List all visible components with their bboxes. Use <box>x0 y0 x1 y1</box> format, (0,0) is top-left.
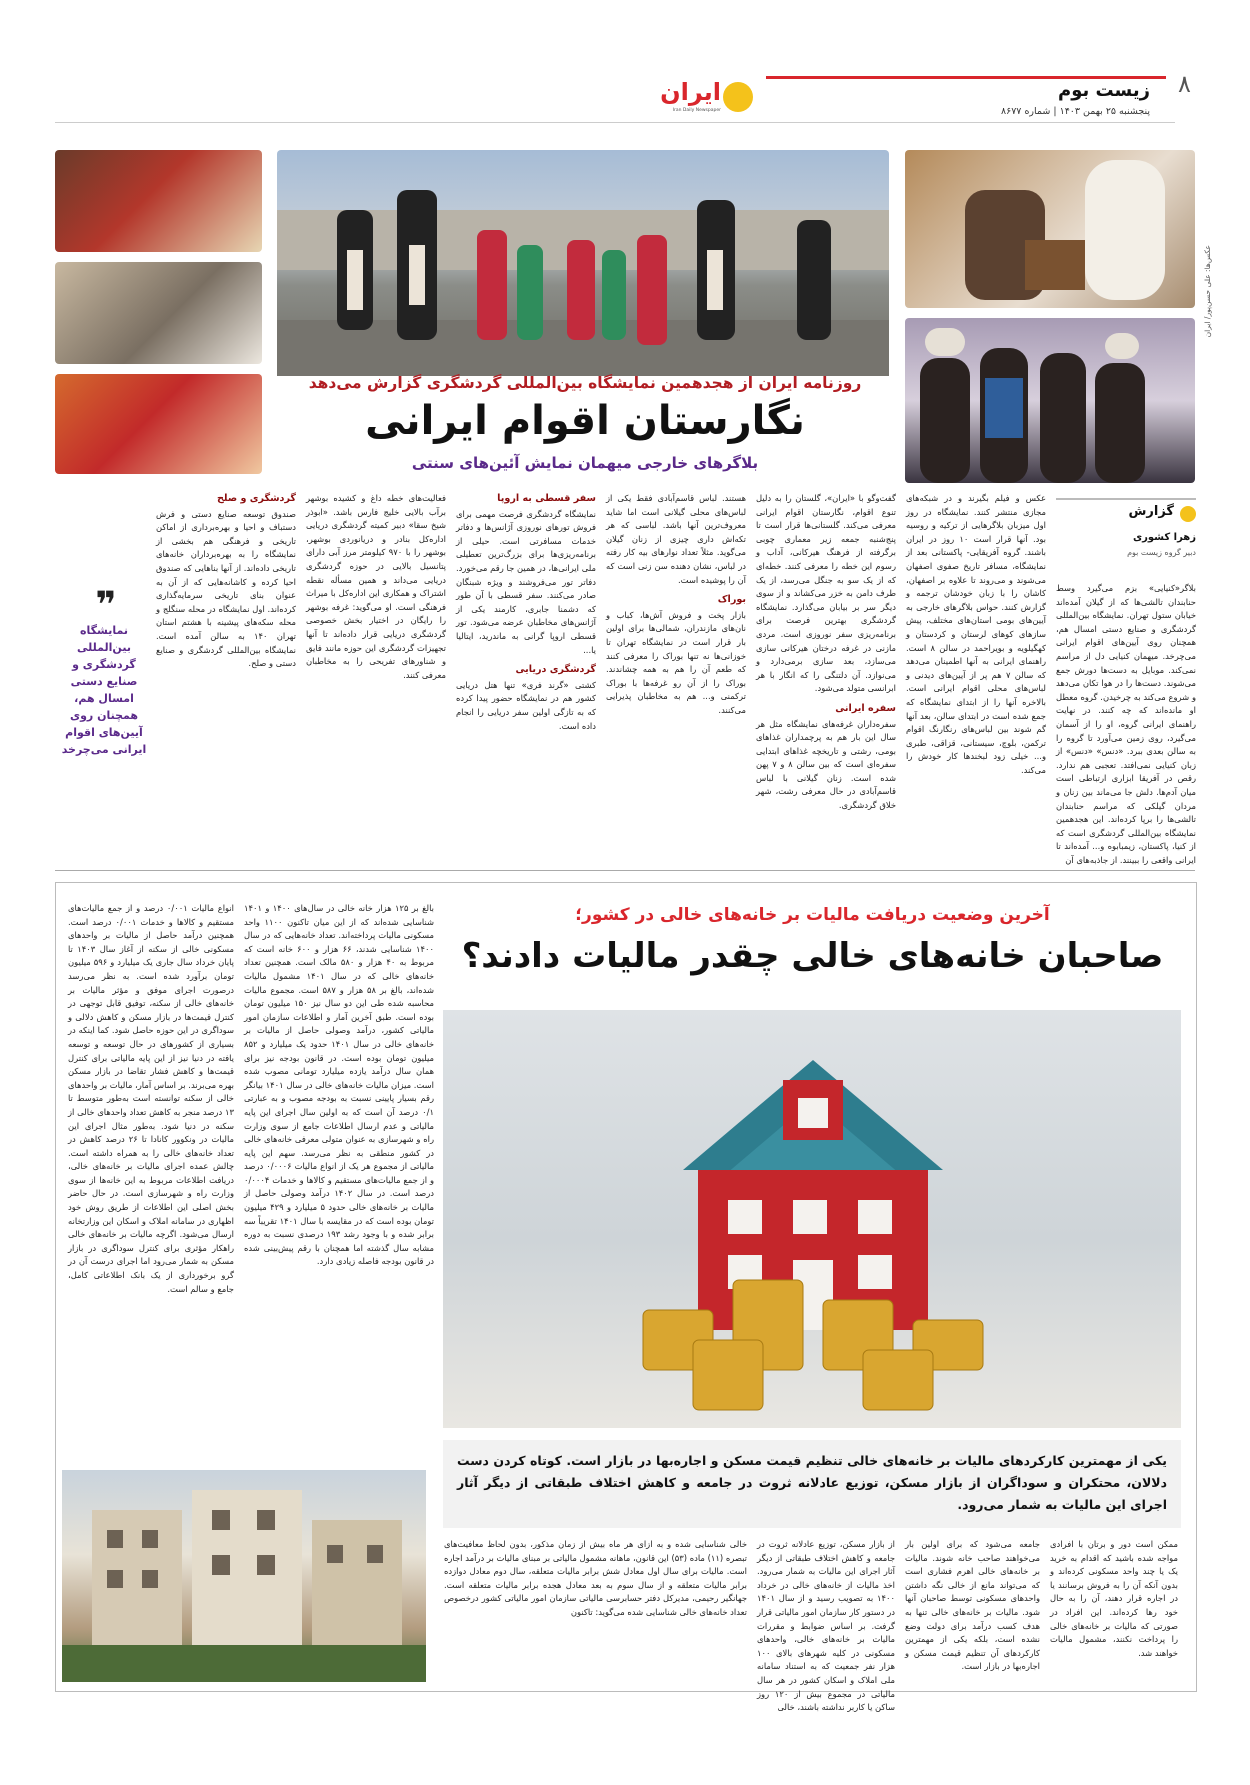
bottom-lead-box <box>443 1440 1181 1528</box>
report-label-box <box>1056 498 1196 524</box>
photo-buildings <box>62 1470 426 1682</box>
top-column-3 <box>756 492 896 844</box>
author-name: زهرا کشوری <box>1132 532 1196 543</box>
logo-text: ایران <box>660 78 721 106</box>
top-column-7 <box>156 492 296 844</box>
bottom-left-column-2: انواع مالیات ۰/۰۰۱ درصد و از جمع مالیات‌های مستقیم و کالاها و خدمات ۰/۰۰۱ درصد است. همچنین درآمد حاصل از مالیات بر واحدهای مسکونی خالی از سکنه از آغاز سال ۱۴۰۳ تا پایان خرداد سال جاری یک میلیارد و ۵۹۶ میلیون تومان برآورد شده است. به نظر می‌رسد درصورت اجرای موفق و مؤثر مالیات بر خانه‌های خالی از سکنه، توفیق قابل توجهی در کنترل قیمت‌ها در بازار مسکن و کاهش دلالی و سوداگری در این حوزه حاصل شود. کما اینکه در بسیاری از کشورهای در حال توسعه و توسعه یافته در دنیا نیز از این پایه مالیاتی برای کنترل قیمت‌ها و کاهش فشار تقاضا در بازار مسکن بهره می‌برند. بر اساس آمار، مالیات بر واحدهای خالی از سکنه توانسته است به‌طور متوسط تا ۱۳ درصد منجر به کاهش تعداد واحدهای خالی از سکنه در دنیا شود. به‌طور مثال اجرای این مالیات در ونکوور کانادا تا ۲۶ درصد کاهش در تعداد خانه‌های خالی را به همراه داشته است. چالش عمده اجرای مالیات بر خانه‌های خالی، دریافت اطلاعات مربوط به این خانه‌ها از سوی وزارت راه و شهرسازی است. در حال حاضر بخش اصلی این اطلاعات از طریق روش خود اظهاری در سامانه املاک و اسکان این وزارتخانه ارسال می‌شود. اگرچه مالیات بر خانه‌های خالی راهکار مؤثری برای کنترل سوداگری در بازار مسکن به شمار می‌رود اما اجرای درست آن در گرو برخورداری از یک بانک اطلاعاتی کامل، جامع و سالم است. <box>68 903 235 1294</box>
column-text: بلاگر«کنیایی» بزم می‌گیرد وسط حنابندان تالشی‌ها که از گیلان آمده‌اند خیابان ستول تهران. نمایشگاه بین‌المللی گردشگری و صنایع دستی امسال هم، همچنان روی آیین‌های اقوام ایرانی می‌چرخد. میهمان کنیایی دل از مراسم نمی‌کند. موبایل به دست‌ها دورش جمع می‌شوند. دست‌ها را در هوا تکان می‌دهد و شروع می‌کند به چرخیدن. گروه معطل او مانده‌اند که چه کنند. در نهایت راهنمای ایرانی گروه، او را از آسمان می‌گیرد، روی زمین می‌آورد تا گروه را به سالن بعدی ببرد. «دنس» «دنس» از زبان کنیایی نمی‌افتد. تعجبی هم ندارد. رقص در آفریقا ابزاری ارتباطی است میان آدم‌ها. دلش جا می‌ماند بین زنان و مردان گیلکی که مراسم حنابندان تالشی‌ها را برپا کرده‌اند. این هجدهمین نمایشگاه بین‌المللی گردشگری است که از کنیا، پاکستان، زیمبابوه و... آمده‌اند تا ایرانی واقعی را ببینند. از جاذبه‌های آن <box>1056 583 1196 865</box>
top-column-4 <box>606 492 746 844</box>
subhead-marine: گردشگری دریایی <box>515 664 596 676</box>
subhead-sofreh: سفره ایرانی <box>835 702 896 714</box>
buildings-illustration <box>62 1470 426 1682</box>
bottom-column-c: از بازار مسکن، توزیع عادلانه ثروت در جامعه و کاهش اختلاف طبقاتی از دیگر آثار اجرای این مالیات به شمار می‌رود. اخذ مالیات از خانه‌های خالی در خرداد ۱۴۰۰ به تصویب رسید و از سال ۱۴۰۱ در دستور کار سازمان امور مالیاتی قرار گرفت. بر اساس ضوابط و مقررات مالیات بر خانه‌های خالی، واحدهای مسکونی در کلیه شهرهای بالای ۱۰۰ هزار نفر جمعیت که به استناد سامانه ملی املاک و اسکان کشور در هر سال مالیاتی در مجموع بیش از ۱۲۰ روز ساکن یا کاربر نداشته باشند، خالی <box>757 1539 896 1713</box>
column-text: گفت‌وگو با «ایران»، گلستان را به دلیل تنوع اقوام، نگارستان اقوام ایرانی معرفی می‌کند. گلستانی‌ها قرار است تا پنج‌شنبه جمعه زیر معماری چوبی برگرفته از فرهنگ هیرکانی، آداب و رسوم این خطه را معرفی کنند. خطه‌ای که از یک سو به جنگل می‌رسد، از یک طرف دامن به خزر می‌کشاند و از سوی دیگر سر بر بیابان می‌گذارد. نمایشگاه گردشگری بهترین فرصت برای برنامه‌ریزی سفر نوروزی است. مردی مازنی در غرفه درختان هیرکانی سازی می‌سازد، بعد سازی برمی‌دارد و می‌نوازد. آن دلتنگی را که انگار با هر ابرانسی متولد می‌شود. <box>756 493 896 694</box>
top-kicker: روزنامه ایران از هجدهمین نمایشگاه بین‌المللی گردشگری گزارش می‌دهد <box>308 374 862 392</box>
column-text: هستند. لباس قاسم‌آبادی فقط یکی از لباس‌های محلی گیلانی است اما شاید معروف‌ترین آنها باشد. لباسی که هر تکه‌اش داری چیزی از زنان گیلان می‌گوید. مثلاً تعداد نوارهای بیه کار رفته در لباس، نشان دهنده سن زنی است که آن را پوشیده است. <box>606 493 746 585</box>
top-column-5 <box>456 492 596 844</box>
column-text-2: سفره‌داران غرفه‌های نمایشگاه مثل هر سال این بار هم به پرچمداران غذاهای بومی، رشتی و تاریخچه غذاهای ابتدایی سفره‌ای است که بین سالن ۸ و ۷ پهن شده است. زنان گیلانی با لباس قاسم‌آبادی در حال معرفی رشت، شهر خلاق گردشگری. <box>756 718 896 811</box>
page-number: ۸ <box>1178 70 1191 98</box>
bottom-column-b: جامعه می‌شود که برای اولین بار می‌خواهند صاحب خانه شوند. مالیات بر خانه‌های خالی اهرم فشاری است که می‌تواند مانع از خالی نگه داشتن واحدهای مسکونی توسط صاحبان آنها شود. مالیات بر خانه‌های خالی تنها به هدف کسب درآمد برای دولت وضع نشده است، بلکه یکی از مهمترین کارکردهای آن تنظیم قیمت مسکن و اجاره‌بها در بازار است. <box>905 1539 1040 1672</box>
sun-icon <box>723 82 753 112</box>
photo-house-coins <box>443 1010 1181 1428</box>
column-text-3: کشتی «گرند فری» تنها هتل دریایی کشور هم در نمایشگاه حضور پیدا کرده که به تازگی اولین سفر دریایی را انجام داده است. <box>456 679 596 731</box>
bottom-column-a: ممکن است دور و برتان با افرادی مواجه شده باشید که اقدام به خرید یک یا چند واحد مسکونی کرده‌اند و بدون آنکه آن را به فروش برسانند یا در اجاره قرار دهند، آن را به حال خود رها کرده‌اند. این افراد در صورتی که مالیات بر خانه‌های خالی را پرداخت نکنند، مشمول مالیات خواهند شد. <box>1050 1539 1178 1658</box>
photo-women-craft <box>55 374 262 474</box>
quote-mark-icon: ❞ <box>95 585 117 626</box>
photo-drum <box>55 262 262 364</box>
section-divider <box>55 870 1195 871</box>
report-dot-icon <box>1180 506 1196 522</box>
subhead-europe: سفر قسطی به اروپا <box>497 493 596 504</box>
dancers-illustration <box>277 150 889 376</box>
logo-subtitle: Iran Daily Newspaper <box>672 108 721 113</box>
subhead-borak: بوراک <box>717 594 746 606</box>
top-deck: بلاگرهای خارجی میهمان نمایش آئین‌های سنتی <box>411 454 759 472</box>
photo-credit: عکس‌ها: علی حسن‌پور/ ایران <box>1203 245 1212 338</box>
report-label: گزارش <box>1128 504 1174 519</box>
header-rule-left <box>55 122 1175 123</box>
bottom-column-d: خالی شناسایی شده و به ازای هر ماه بیش از زمان مذکور، بدون لحاظ معافیت‌های تبصره (۱۱) ماده (۵۳) این قانون، ماهانه مشمول مالیاتی بر مبنای مالیات بر درآمد اجاره است. مالیات برای سال اول معادل شش برابر مالیات متعلقه، سال دوم معادل دوازده برابر مالیات متعلقه و از سال سوم به بعد معادل هجده برابر مالیات متعلقه است. جهانگیر رحیمی، مدیرکل دفتر حسابرسی مالیاتی سازمان امور مالیاتی کشور درخصوص تعداد خانه‌های خالی شناسایی شده می‌گوید: تاکنون <box>444 1539 748 1617</box>
subhead-peace: گردشگری و صلح <box>217 493 296 504</box>
bottom-kicker: آخرین وضعیت دریافت مالیات بر خانه‌های خالی در کشور؛ <box>575 905 1050 925</box>
bottom-left-column-1: بالغ بر ۱۲۵ هزار خانه خالی در سال‌های ۱۴۰۰ و ۱۴۰۱ شناسایی شده‌اند که از این میان تاکنون ۱۱۰۰ واحد مسکونی مالیات پرداخته‌اند. تعداد خانه‌هایی که در سال ۱۴۰۰ شناسایی شدند، ۶۶ هزار و ۶۰۰ خانه است که مربوط به ۴۰ هزار و ۵۸۰ مالک است. همچنین تعداد خانه‌های خالی که در سال ۱۴۰۱ مشمول مالیات شده‌اند، بالغ بر ۵۸ هزار و ۵۸۷ است. مجموع مالیات محاسبه شده طی این دو سال نیز ۱۵۰ میلیون تومان بوده است. طبق آخرین آمار و اطلاعات سازمان امور مالیاتی کشور، درآمد وصولی حاصل از مالیات بر خانه‌های خالی در سال ۱۴۰۱ حدود یک میلیارد و ۸۵۲ میلیون تومان بوده است. در قانون بودجه نیز برای همان سال درآمد یازده میلیارد تومانی مصوب شده است. میزان مالیات خانه‌های خالی در سال ۱۴۰۱ بیانگر رقم بسیار پایینی نسبت به بودجه مصوب و به عبارتی ۰/۱ درصد آن است که به اولین سال اجرای این پایه مالیاتی و عدم ارسال اطلاعات جامع از سوی وزارت راه و شهرسازی به عنوان متولی معرفی خانه‌های خالی در کشور منطقی به نظر می‌رسد. سهم این پایه مالیاتی از مجموع هر یک از انواع مالیات ۰/۰۰۰۶ درصد و از جمع مالیات‌های مستقیم و کالاها و خدمات ۰/۰۰۰۴ درصد است. در سال ۱۴۰۲ درآمد وصولی حاصل از مالیات بر خانه‌های خالی حدود ۵ میلیارد و ۴۲۹ میلیون تومان بوده است که در مقایسه با سال ۱۴۰۱ تقریباً سه برابر شده و با وجود رشد ۱۹۳ درصدی نسبت به دوره مشابه سال گذشته اما همچنان با رقم پیش‌بینی شده در قانون بودجه فاصله زیادی دارد. <box>244 903 435 1267</box>
top-column-2 <box>906 492 1046 844</box>
house-coins-illustration <box>443 1010 1181 1428</box>
top-column-6 <box>306 492 446 844</box>
section-title: زیست بوم <box>1058 80 1150 101</box>
column-text-2: بازار پخت و فروش آش‌ها، کباب و نان‌های مازندران، شمالی‌ها برای اولین بار قرار است در نمایشگاه تهران تا خوزانی‌ها نه تنها بوراک را معرفی کنند که طعم آن را هم به همه چشاندند. بوراک را از آن رو غرفه‌ها با بوراک ترکمنی و... هم به مخاطبان پذیرایی می‌کنند. <box>606 609 746 715</box>
bottom-headline: صاحبان خانه‌های خالی چقدر مالیات دادند؟ <box>461 936 1164 976</box>
issue-date: پنجشنبه ۲۵ بهمن ۱۴۰۳ | شماره ۸۶۷۷ <box>1001 106 1150 117</box>
author-role: دبیر گروه زیست بوم <box>1127 548 1196 557</box>
column-text-2: صندوق توسعه صنایع دستی و فرش دستباف و احیا و بهره‌برداری از اماکن تاریخی و فرهنگی هم بخشی از نمایشگاه را به بهره‌برداران خانه‌های تاریخی داده‌اند. از آنها بناهایی که صندوق احیا کرده و کاشانه‌هایی که از آن به عنوان بنای تاریخی سرمایه‌گذاری کرده‌اند. اول نمایشگاه در محله سنگلج و محله سکه‌های پیشینه با هشتم استان تهران ۱۴۰ به سالن آمده است. نمایشگاه بین‌المللی گردشگری و صنایع دستی و صلح. <box>156 508 297 669</box>
pull-quote: نمایشگاه بین‌المللی گردشگری و صنایع دستی امسال هم، همچنان روی آیین‌های اقوام ایرانی می‌چرخد <box>61 624 147 756</box>
photo-bloggers-handicraft <box>905 150 1195 308</box>
top-column-1 <box>1056 582 1196 865</box>
craft-illustration <box>905 150 1195 308</box>
group-illustration <box>905 318 1195 483</box>
column-text-2: نمایشگاه گردشگری فرصت مهمی برای فروش تورهای نوروزی آژانس‌ها و دفاتر خدمات مسافرتی است. حیلی از برنامه‌ریزی‌ها برای بزرگ‌ترین تعطیلی ملی ایرانی‌ها، در همین جا رقم می‌خورد. دفاتر تور می‌فروشند و ویژه شبنگان صادر می‌کنند. سفر قسطی با آن طور که دشمنا جابری، کارمند یکی از آژانس‌های مخاطبان عرضه می‌شود. تور قسطی اروپا گرانی به ماندرید، ایتالیا یا... <box>456 508 596 655</box>
photo-bloggers-group <box>905 318 1195 483</box>
column-text: عکس و فیلم بگیرند و در شبکه‌های مجازی منتشر کنند. نمایشگاه در روز اول میزبان بلاگرهایی از ترکیه و روسیه بود. آنها قرار است ۱۰ روز در ایران باشند. گروه آفریقایی- پاکستانی بعد از نمایشگاه، مسافر تاریخ صفوی اصفهان می‌شوند و می‌روند تا علاوه بر اصفهان، کاشان را با زبان خودشان ترجمه و گزارش کنند. حواس بلاگرهای خارجی به آیین‌های بومی استان‌های مختلف، پیش سازهای کوهای لرستان و کردستان و کهگیلویه و بویراحمد در سالن ۸ است. راهنمای ایرانی به آنها اطمینان می‌دهد که سالن ۷ هم پر از آیین‌های دیدنی و لباس‌های محلی اقوام ایرانی است. بالاخره آنها را از ابتدای نمایشگاه که جمع شده است در ابتدای سالن، بعد آنها گم شوند بین لباس‌های رنگارنگ اقوام ترکمن، بلوچ، سیستانی، قزاقی، طبری و... خیلی زود لبخندها کار خودش را می‌کند. <box>906 493 1046 775</box>
masthead-logo <box>660 78 755 118</box>
header-rule-right <box>766 76 1166 79</box>
bottom-lead: یکی از مهمترین کارکردهای مالیات بر خانه‌های خالی تنظیم قیمت مسکن و اجاره‌بها در بازار است. کوتاه کردن دست دلالان، محتکران و سوداگران از بازار مسکن، توزیع عادلانه ثروت در جامعه و کاهش اختلاف طبقاتی از دیگر آثار اجرای این مالیات به شمار می‌رود. <box>457 1453 1167 1512</box>
column-text: فعالیت‌های خطه داغ و کشیده بوشهر برآب بالایی خلیج فارس باشد. «ابوذر شیخ سقا» دبیر کمیته گردشگری دریایی اداره‌کل بنادر و دریانوردی بوشهر، بوشهر را با ۹۷۰ کیلومتر مرز آبی دارای پتانسیل بالایی در حوزه گردشگری دریایی می‌داند و همین مسأله نقطه اشتراک و همکاری این اداره‌کل با میراث فرهنگی است. او می‌گوید: غرفه بوشهر را رایگان در اختیار بخش خصوصی گردشگری دریایی قرار داده‌اند تا آنها تجهیزات گردشگری این حوزه مانند فایق و شناورهای تفریحی را به مخاطبان معرفی کنند. <box>306 493 447 680</box>
photo-weaving <box>55 150 262 252</box>
photo-folk-dance <box>277 150 889 376</box>
top-headline: نگارستان اقوام ایرانی <box>365 398 805 444</box>
